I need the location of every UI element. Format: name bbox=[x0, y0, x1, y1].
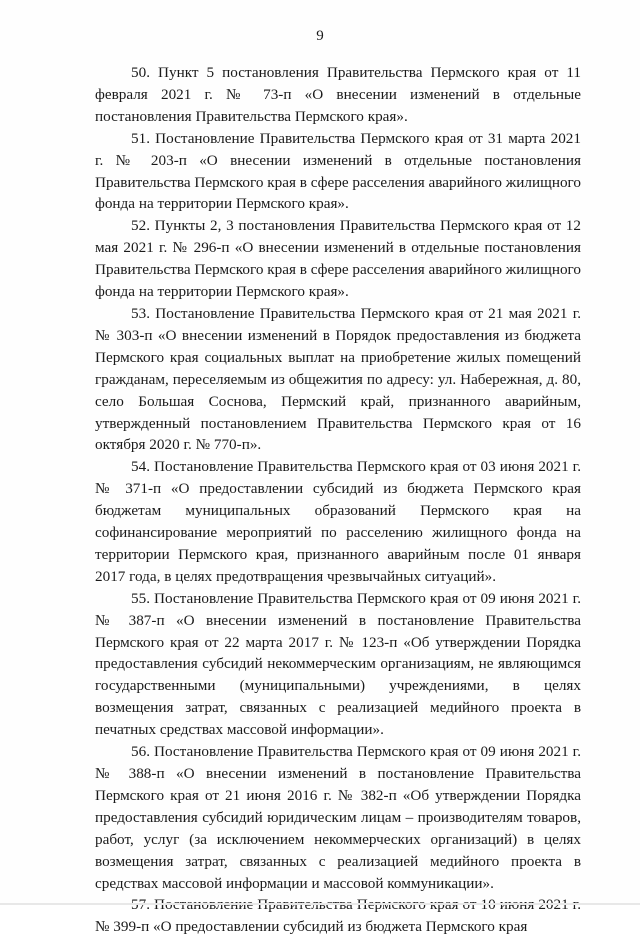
list-item-50: 50. Пункт 5 постановления Правительства Пермского края от 11 февраля 2021 г. № 73-п «О внесении изменений в отдельные постановления Правительства Пермского края». bbox=[95, 64, 581, 125]
list-item-53: 53. Постановление Правительства Пермского края от 21 мая 2021 г. № 303-п «О внесении изменений в Порядок предоставления из бюджета Пермского края социальных выплат на приобретение жилых помещений гражданам, переселяемым из общежития по адресу: ул. Набережная, д. 80, село Большая Соснова, Пермский край, признанного аварийным, утвержденный постановлением Правительства Пермского края от 16 октября 2020 г. № 770-п». bbox=[95, 304, 581, 454]
list-item-55: 55. Постановление Правительства Пермского края от 09 июня 2021 г. № 387-п «О внесении изменений в постановление Правительства Пермского края от 22 марта 2017 г. № 123-п «Об утверждении Порядка предоставления субсидий некоммерческим организациям, не являющимся государственными (муниципальными) учреждениями, в целях возмещения затрат, связанных с реализацией медийного проекта в печатных средствах массовой информации». bbox=[95, 589, 581, 739]
list-item-57: № 399-п «О предоставлении субсидий из бюджета Пермского края bbox=[95, 918, 528, 936]
list-item-52: 52. Пункты 2, 3 постановления Правительства Пермского края от 12 мая 2021 г. № 296-п «О внесении изменений в отдельные постановления Правительства Пермского края в сфере расселения аварийного жилищного фонда на территории Пермского края». bbox=[95, 217, 581, 301]
list-item-56: 56. Постановление Правительства Пермского края от 09 июня 2021 г. № 388-п «О внесении изменений в постановление Правительства Пермского края от 21 июня 2016 г. № 382-п «Об утверждении Порядка предоставления субсидий юридическим лицам – производителям товаров, работ, услуг (за исключением некоммерческих организаций) в целях возмещения затрат, связанных с реализацией медийного проекта в средствах массовой информации и массовой коммуникации». bbox=[95, 743, 581, 892]
page-number: 9 bbox=[316, 28, 324, 44]
document-body bbox=[95, 62, 581, 938]
list-item-54: 54. Постановление Правительства Пермского края от 03 июня 2021 г. № 371-п «О предоставлении субсидий из бюджета Пермского края бюджетам муниципальных образований Пермского края на софинансирование мероприятий по расселению жилищного фонда на территории Пермского края, признанного аварийным после 01 января 2017 года, в целях предотвращения чрезвычайных ситуаций». bbox=[95, 458, 581, 585]
list-item-51: 51. Постановление Правительства Пермского края от 31 марта 2021 г. № 203-п «О внесении изменений в отдельные постановления Правительства Пермского края в сфере расселения аварийного жилищного фонда на территории Пермского края». bbox=[95, 129, 581, 213]
